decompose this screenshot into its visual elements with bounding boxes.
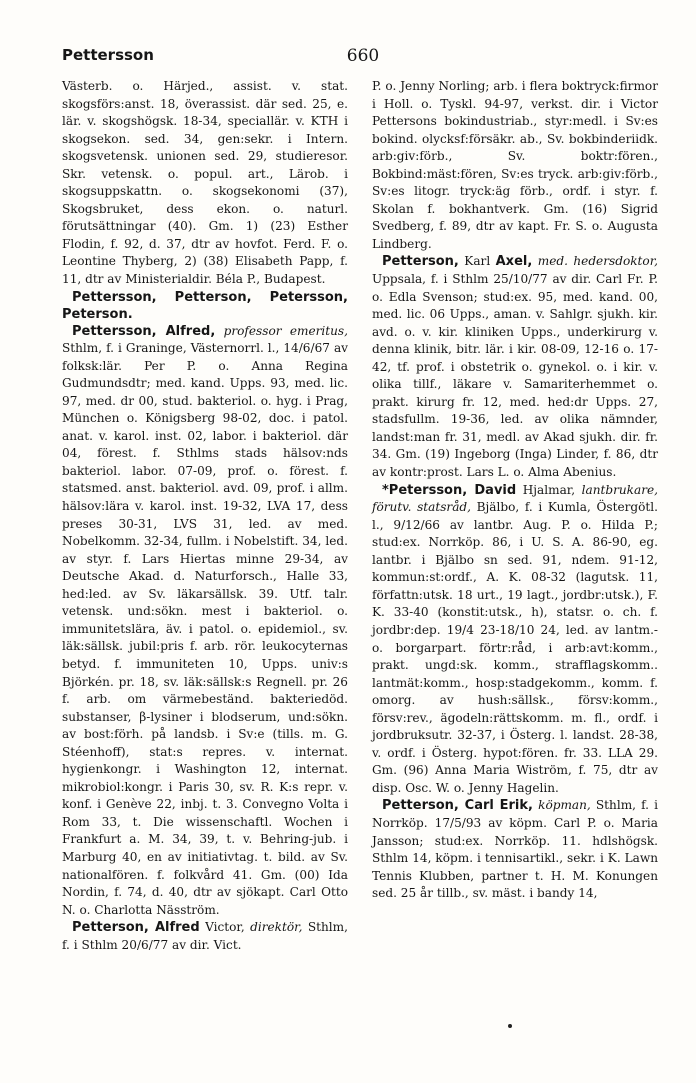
running-head: Pettersson — [62, 46, 154, 64]
entry-title: direktör, — [250, 920, 303, 935]
entry-body: P. o. Jenny Norling; arb. i flera boktryck:firmor i Holl. o. Tyskl. 94-97, verkst. dir. i Victor Pettersons bokindustriab., styr:medl. i Sv:es bokind. olycksf:försäkr. ab., Sv. bokbinderiidk. arb:giv:förb., Sv. boktr:fören., Bokbind:mäst:fören, Sv:es tryck. arb:giv:förb., Sv:es litogr. tryck:äg förb., ordf. i styr. f. Skolan f. bokhantverk. Gm. (16) Sigrid Svedberg, f. 89, dtr av kapt. Fr. S. o. Augusta Lindberg. — [372, 79, 658, 251]
entry-carl-erik-petterson — [372, 797, 658, 902]
entry-title: professor emeritus, — [223, 323, 348, 338]
entry-given-names: Victor, — [199, 920, 245, 935]
entry-body: Västerb. o. Härjed., assist. v. stat. skogsförs:anst. 18, överassist. där sed. 25, e. lär. v. skogshögsk. 18-34, speciallär. v. KTH i skogsekon. sed. 34, gen:sekr. i Intern. skogsvetensk. unionen sed. 29, studieresor. Skr. vetensk. o. popul. art., Lärob. i skogsuppskattn. o. skogsekonomi (37), Skogsbruket, dess ekon. o. naturl. förutsättningar (40). Gm. 1) (23) Esther Flodin, f. 92, d. 37, dtr av hovfot. Ferd. F. o. Leontine Thyberg, 2) (38) Elisabeth Papp, f. 11, dtr av Ministerialdir. Béla P., Budapest. — [62, 79, 348, 287]
entry-title: lantbrukare, förutv. statsråd, — [372, 482, 658, 515]
entry-name: Petterson, Carl Erik, — [382, 798, 533, 814]
entry-body: Uppsala, f. i Sthlm 25/10/77 av dir. Carl Fr. P. o. Edla Svenson; stud:ex. 95, med. kand. 00, med. lic. 06 Upps., aman. v. Sahlgr. sjukh. kir. avd. o. v. kir. kliniken Upps., underkirurg v. denna klinik, bitr. lär. i kir. 08-09, 12-16 o. 17-42, tf. prof. i obstetrik o. gynekol. o. i kir. v. olika tillf., läkare v. Samariterhemmet o. prakt. kirurg fr. 12, med. hed:dr Upps. 27, stadsfullm. 19-36, led. av olika nämnder, landst:man fr. 31, medl. av Akad sjukh. dir. fr. 34. Gm. (19) Ingeborg (Inga) Linder, f. 86, dtr av kontr:prost. Lars L. o. Alma Abenius. — [372, 272, 658, 480]
entry-david-petersson — [372, 482, 658, 798]
entry-title: köpman, — [538, 798, 591, 813]
right-column — [372, 78, 658, 903]
entry-name: Pettersson, Alfred, — [72, 323, 216, 339]
left-column — [62, 78, 348, 954]
entry-name: Petterson, Alfred — [72, 920, 200, 936]
entry-body: Sthlm, f. i Sthlm 20/6/77 av dir. Vict. — [62, 920, 348, 952]
entry-body: Bjälbo, f. i Kumla, Östergötl. l., 9/12/66 av lantbr. Aug. P. o. Hilda P.; stud:ex. Norrköp. 86, i U. S. A. 86-90, eg. lantbr. i Bjälbo sn sed. 91, ndem. 91-12, kommun:st:ordf., A. K. 08-32 (lagutsk. 11, författn:utsk. 18 urt., 19 lagt., jordbr:utsk.), F. K. 33-40 (konstit:utsk., h), statsr. o. ch. f. jordbr:dep. 19/4 23-18/10 24, led. av lantm.- o. borgarpart. förtr:råd, i arb:avt:komm., prakt. ungd:sk. komm., strafflagskomm.. lantmät:komm., hosp:stadgekomm., komm. f. omorg. av hush:sällsk., försv:komm., försv:rev., ägodeln:rättskomm. m. fl., ordf. i jordbruksutr. 32-37, i Österg. l. landst. 28-38, v. ordf. i Österg. hypot:fören. fr. 33. LLA 29. Gm. (96) Anna Maria Wiström, f. 75, dtr av disp. Osc. W. o. Jenny Hagelin. — [372, 500, 658, 795]
entry-call-name: Axel, — [495, 254, 533, 270]
entry-alfred-petterson — [62, 919, 348, 954]
entry-continuation — [372, 78, 658, 253]
page-number: 660 — [346, 46, 380, 66]
entry-axel-petterson — [372, 253, 658, 481]
entry-body: Sthlm, f. i Graninge, Västernorrl. l., 14/6/67 av folksk:lär. Per P. o. Anna Regina Gudmundsdtr; med. kand. Upps. 93, med. lic. 97, med. dr 00, stud. bakteriol. o. hyg. i Prag, München o. Königsberg 98-02, doc. i patol. anat. v. karol. inst. 02, labor. i bakteriol. där 04, förest. f. Sthlms stads hälsov:nds bakteriol. labor. 07-09, prof. o. förest. f. statsmed. anst. bakteriol. avd. 09, prof. i allm. hälsov:lära v. karol. inst. 19-32, LVA 17, dess preses 30-31, LVS 31, led. av med. Nobelkomm. 32-34, fullm. i Nobelstift. 34, led. av styr. f. Lars Hiertas minne 29-34, av Deutsche Akad. d. Naturforsch., Halle 33, hed:led. av Sv. läkarsällsk. 39. Utf. talr. vetensk. und:sökn. mest i bakteriol. o. immunitetslära, äv. i patol. o. epidemiol., sv. läk:sällsk. jubil:pris f. arb. rör. leukocyternas betyd. f. immuniteten 10, Upps. univ:s Björkén. pr. 18, sv. läk:sällsk:s Regnell. pr. 26 f. arb. om värmebeständ. bakteriedöd. substanser, β-lysiner i blodserum, und:sökn. av bost:förh. på landsb. i Sv:e (tills. m. G. Stéenhoff), stat:s repres. v. internat. hygienkongr. i Washington 12, internat. mikrobiol:kongr. i Paris 30, sv. R. K:s repr. v. konf. i Genève 22, inbj. t. 3. Convegno Volta i Rom 33, t. Die wissenschaftl. Wochen i Frankfurt a. M. 34, 39, t. v. Behring-jub. i Marburg 40, en av initiativtag. t. bild. av Sv. nationalfören. f. folkvård 41. Gm. (00) Ida Nordin, f. 74, d. 40, dtr av sjökapt. Carl Otto N. o. Charlotta Näsström. — [62, 341, 348, 917]
cross-reference-heading: Pettersson, Petterson, Petersson, Peterson. — [62, 289, 348, 322]
entry-alfred-pettersson — [62, 323, 348, 920]
entry-title: med. hedersdoktor, — [537, 254, 658, 269]
entry-given-names: Karl — [458, 254, 496, 269]
entry-name: Petterson, — [382, 254, 459, 270]
entry-given-names: Hjalmar, — [516, 482, 576, 497]
ink-dot-mark — [508, 1024, 512, 1028]
entry-name: *Petersson, David — [382, 482, 517, 498]
entry-body: Sthlm, f. i Norrköp. 17/5/93 av köpm. Carl P. o. Maria Jansson; stud:ex. Norrköp. 11. hdlshögsk. Sthlm 14, köpm. i tennisartikl., sekr. i K. Lawn Tennis Klubben, partner t. H. M. Konungen sed. 25 år tillb., sv. mäst. i bandy 14, — [372, 798, 658, 901]
page-header — [62, 46, 652, 70]
entry-continuation — [62, 78, 348, 289]
